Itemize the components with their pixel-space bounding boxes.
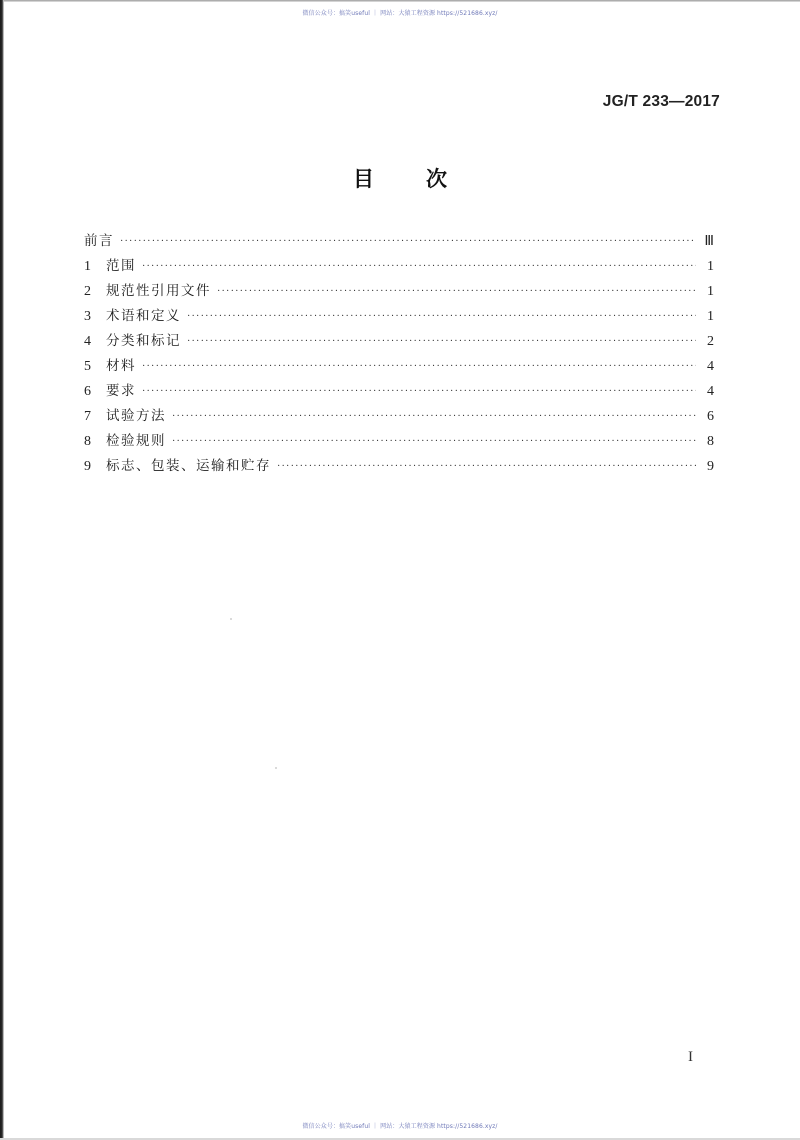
toc-entry-3[interactable] [84, 307, 714, 332]
toc-dot-leader [172, 410, 696, 424]
page-title-char-2: 次 [426, 167, 447, 191]
toc-entry-label: 材料 [106, 358, 136, 374]
toc-entry-1[interactable] [84, 257, 714, 282]
toc-entry-label: 规范性引用文件 [106, 283, 211, 299]
toc-entry-number: 7 [84, 409, 91, 424]
toc-entry-page: 1 [707, 284, 714, 299]
toc-entry-label: 要求 [106, 383, 136, 399]
toc-entry-page: 8 [707, 434, 714, 449]
toc-entry-number: 3 [84, 309, 91, 324]
scan-speck [275, 767, 277, 769]
toc-entry-number: 1 [84, 259, 91, 274]
toc-entry-4[interactable] [84, 332, 714, 357]
toc-entry-label: 检验规则 [106, 433, 166, 449]
toc-dot-leader [217, 285, 696, 299]
toc-entry-9[interactable] [84, 457, 714, 482]
table-of-contents [84, 232, 714, 482]
toc-entry-page: Ⅲ [704, 234, 714, 249]
toc-entry-number: 2 [84, 284, 91, 299]
toc-entry-page: 1 [707, 309, 714, 324]
watermark-top: 微信公众号：搞笑useful ｜ 网站：大猿工程资源 https://521686.xyz/ [302, 10, 498, 17]
toc-entry-5[interactable] [84, 357, 714, 382]
toc-dot-leader [187, 310, 696, 324]
toc-entry-label: 范围 [106, 258, 136, 274]
toc-entry-page: 1 [707, 259, 714, 274]
toc-entry-label: 分类和标记 [106, 333, 181, 349]
toc-entry-2[interactable] [84, 282, 714, 307]
toc-entry-page: 6 [707, 409, 714, 424]
scan-top-edge [0, 0, 800, 2]
toc-entry-label: 术语和定义 [106, 308, 181, 324]
toc-dot-leader [142, 360, 696, 374]
watermark-bottom: 微信公众号：搞笑useful ｜ 网站：大猿工程资源 https://521686.xyz/ [302, 1123, 498, 1130]
toc-entry-number: 6 [84, 384, 91, 399]
toc-entry-7[interactable] [84, 407, 714, 432]
toc-entry-page: 4 [707, 359, 714, 374]
toc-dot-leader [172, 435, 696, 449]
toc-entry-page: 4 [707, 384, 714, 399]
toc-dot-leader [187, 335, 696, 349]
toc-entry-number: 9 [84, 459, 91, 474]
toc-entry-label: 标志、包装、运输和贮存 [106, 458, 271, 474]
toc-dot-leader [277, 460, 696, 474]
toc-entry-page: 9 [707, 459, 714, 474]
toc-entry-6[interactable] [84, 382, 714, 407]
toc-entry-label: 前言 [84, 233, 114, 249]
footer-page-number: I [688, 1049, 693, 1065]
toc-entry-label: 试验方法 [106, 408, 166, 424]
toc-entry-number: 5 [84, 359, 91, 374]
toc-entry-number: 4 [84, 334, 91, 349]
page-title [0, 163, 800, 193]
toc-entry-8[interactable] [84, 432, 714, 457]
toc-dot-leader [142, 260, 696, 274]
page-title-char-1: 目 [353, 167, 374, 191]
toc-entry-page: 2 [707, 334, 714, 349]
toc-dot-leader [120, 235, 696, 249]
scan-speck [230, 618, 232, 620]
toc-entry-number: 8 [84, 434, 91, 449]
standard-code: JG/T 233—2017 [602, 93, 720, 110]
toc-entry-foreword[interactable] [84, 232, 714, 257]
toc-dot-leader [142, 385, 696, 399]
